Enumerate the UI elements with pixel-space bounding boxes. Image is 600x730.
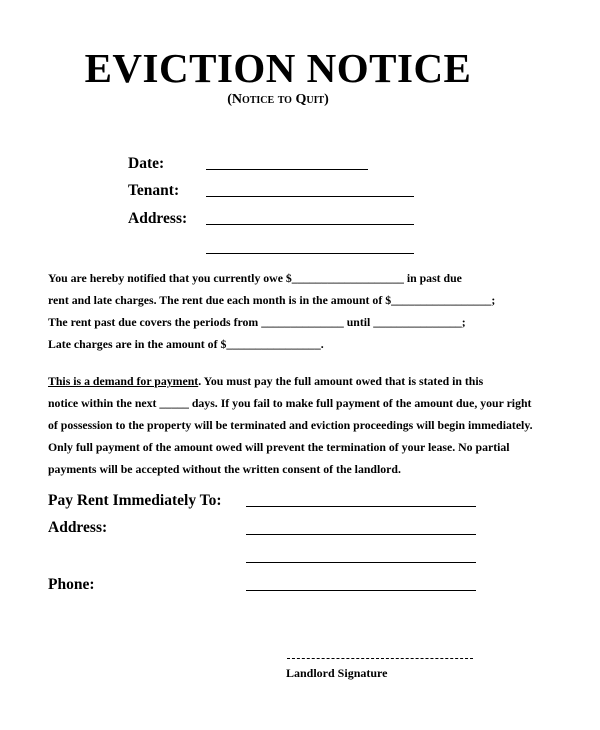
paragraph1-line3: The rent past due covers the periods from ______________ until _______________; [48, 315, 466, 329]
document-title: EVICTION NOTICE [84, 45, 472, 91]
past-due-text: in past due [403, 271, 462, 285]
address-blank-line-1 [206, 224, 414, 225]
phone-blank-line [246, 590, 476, 591]
payment-address-label: Address: [48, 519, 108, 536]
tenant-label: Tenant: [128, 182, 180, 199]
signature-label: Landlord Signature [286, 666, 388, 680]
date-blank-line [206, 169, 368, 170]
demand-rest: . You must pay the full amount owed that is stated in this [198, 374, 484, 388]
demand-for-payment: This is a demand for payment [48, 374, 199, 388]
document-subtitle: (Notice to Quit) [227, 92, 329, 107]
paragraph2-line1 [48, 373, 483, 389]
tenant-blank-line [206, 196, 414, 197]
paragraph1-line2: rent and late charges. The rent due each month is in the amount of $_________________; [48, 293, 496, 307]
address-label: Address: [128, 210, 188, 227]
signature-line [287, 658, 473, 659]
pay-to-blank-line [246, 506, 476, 507]
paragraph2-line5: payments will be accepted without the written consent of the landlord. [48, 462, 401, 476]
phone-label: Phone: [48, 576, 95, 593]
paragraph1-line1 [48, 270, 462, 286]
owed-blank: ___________________ [291, 271, 404, 285]
paragraph2-line2: notice within the next _____ days. If you fail to make full payment of the amount due, your right [48, 396, 532, 410]
address-blank-line-2 [206, 253, 414, 254]
payment-address-blank-line-2 [246, 562, 476, 563]
paragraph2-line3: of possession to the property will be terminated and eviction proceedings will begin immediately. [48, 418, 533, 432]
owed-text: You are hereby notified that you currently owe $ [48, 271, 292, 285]
pay-to-label: Pay Rent Immediately To: [48, 492, 222, 509]
paragraph2-line4: Only full payment of the amount owed will prevent the termination of your lease. No partial [48, 440, 510, 454]
paragraph1-line4: Late charges are in the amount of $________________. [48, 337, 324, 351]
payment-address-blank-line-1 [246, 534, 476, 535]
date-label: Date: [128, 155, 165, 172]
